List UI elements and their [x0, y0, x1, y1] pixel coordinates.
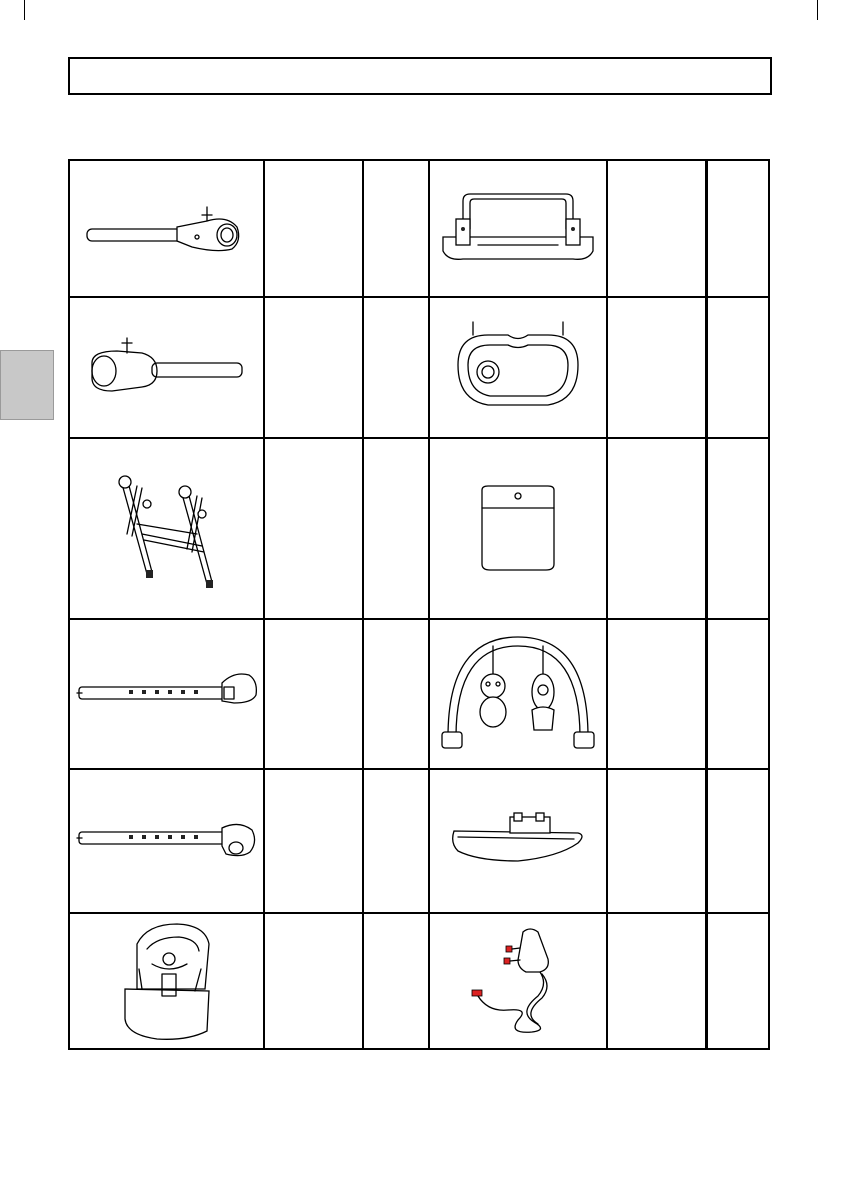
parts-row	[69, 160, 769, 297]
part-image-cell	[69, 769, 264, 913]
seat-tube-right-icon	[82, 199, 252, 259]
part-name-cell	[264, 438, 363, 619]
part-image-cell	[429, 769, 607, 913]
part-image-cell	[429, 438, 607, 619]
part-qty-cell	[363, 769, 429, 913]
backrest-frame-icon	[438, 189, 598, 269]
part-name-cell	[264, 297, 363, 438]
part-name-cell	[264, 619, 363, 769]
part-qty-cell	[706, 438, 769, 619]
part-name-cell	[607, 619, 706, 769]
part-qty-cell	[363, 297, 429, 438]
chapter-side-tab	[0, 350, 54, 420]
part-image-cell	[69, 438, 264, 619]
part-name-cell	[264, 913, 363, 1049]
parts-row	[69, 438, 769, 619]
part-image-cell	[429, 160, 607, 297]
part-qty-cell	[706, 619, 769, 769]
part-image-cell	[69, 913, 264, 1049]
toy-bar-icon	[438, 632, 598, 757]
part-name-cell	[607, 769, 706, 913]
part-name-cell	[607, 438, 706, 619]
part-image-cell	[429, 297, 607, 438]
tray-icon	[448, 320, 588, 415]
section-title-box	[68, 57, 772, 95]
part-qty-cell	[706, 297, 769, 438]
part-name-cell	[607, 913, 706, 1049]
part-name-cell	[607, 160, 706, 297]
parts-row	[69, 297, 769, 438]
parts-row	[69, 913, 769, 1049]
part-image-cell	[429, 619, 607, 769]
parts-row	[69, 769, 769, 913]
part-image-cell	[69, 160, 264, 297]
leg-tube-right-icon	[74, 669, 259, 719]
parts-list-table	[68, 159, 770, 1050]
part-qty-cell	[363, 619, 429, 769]
leg-tube-left-icon	[74, 816, 259, 866]
power-adapter-icon	[468, 924, 568, 1039]
crop-mark	[817, 0, 818, 20]
footrest-icon	[448, 811, 588, 871]
part-name-cell	[264, 769, 363, 913]
part-image-cell	[429, 913, 607, 1049]
part-qty-cell	[363, 438, 429, 619]
part-qty-cell	[363, 160, 429, 297]
folding-base-frame-icon	[102, 464, 232, 594]
part-name-cell	[607, 297, 706, 438]
part-qty-cell	[706, 769, 769, 913]
part-name-cell	[264, 160, 363, 297]
parts-row	[69, 619, 769, 769]
seat-tube-left-icon	[87, 333, 247, 403]
part-qty-cell	[706, 160, 769, 297]
part-image-cell	[69, 619, 264, 769]
part-qty-cell	[363, 913, 429, 1049]
seat-cushion-icon	[117, 919, 217, 1044]
crop-mark	[24, 0, 25, 20]
part-qty-cell	[706, 913, 769, 1049]
storage-basket-icon	[478, 484, 558, 574]
part-image-cell	[69, 297, 264, 438]
